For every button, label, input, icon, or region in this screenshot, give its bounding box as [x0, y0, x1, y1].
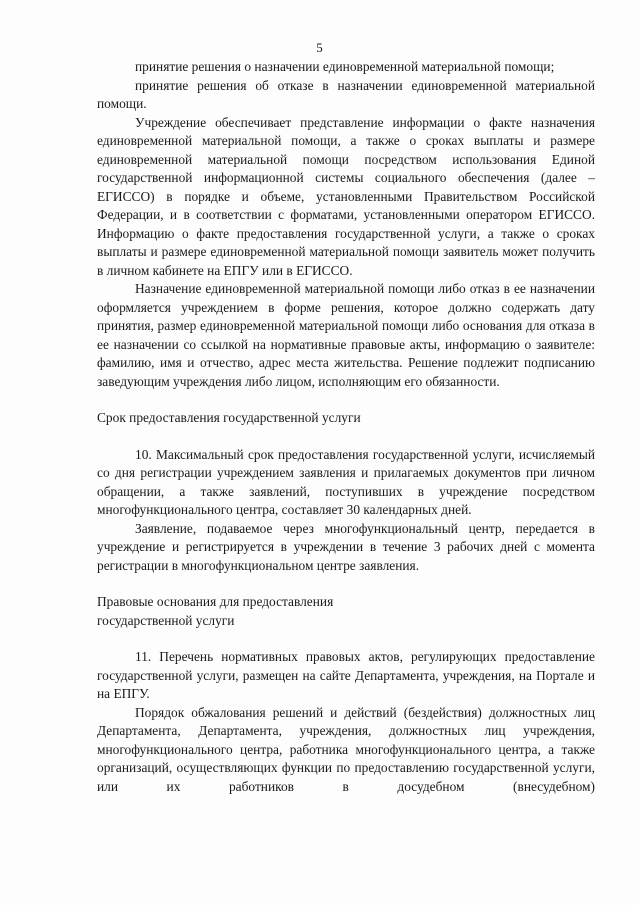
paragraph: Учреждение обеспечивает представление информации о факте назначения единовременной материальной помощи, а также о сроках выплаты и размере единовременной материальной помощи посредством использования Единой государственной информационной системы социального обеспечения (далее – ЕГИССО) в порядке и объеме, установленными Правительством Российской Федерации, и в соответствии с форматами, установленными оператором ЕГИССО. Информацию о факте предоставления государственной услуги, а также о сроках выплаты и размере единовременной материальной помощи заявитель может получить в личном кабинете на ЕПГУ или в ЕГИССО.	[97, 114, 595, 278]
page-number: 5	[316, 40, 323, 55]
paragraph: 11. Перечень нормативных правовых актов, регулирующих предоставление государственной услуги, размещен на сайте Департамента, учреждения, на Портале и на ЕПГУ.	[97, 649, 595, 701]
document-body	[97, 58, 595, 796]
paragraph: Заявление, подаваемое через многофункциональный центр, передается в учреждение и регистрируется в учреждении в течение 3 рабочих дней с момента регистрации в многофункциональном центре заявления.	[97, 520, 595, 573]
paragraph: 10. Максимальный срок предоставления государственной услуги, исчисляемый со дня регистрации учреждением заявления и прилагаемых документов при личном обращении, а также заявлений, поступивших в учреждение посредством многофункционального центра, составляет 30 календарных дней.	[97, 446, 595, 517]
section-heading-legal-line2: государственной услуги	[97, 612, 235, 628]
paragraph: Назначение единовременной материальной помощи либо отказ в ее назначении оформляется учреждением в форме решения, которое должно содержать дату принятия, размер единовременной материальной помощи либо основания для отказа в ее назначении со ссылкой на нормативные правовые акты, информацию о заявителе: фамилию, имя и отчество, адрес места жительства. Решение подлежит подписанию заведующим учреждения либо лицом, исполняющим его обязанности.	[97, 281, 595, 389]
section-heading-legal-line1: Правовые основания для предоставления	[97, 594, 334, 609]
paragraph: Порядок обжалования решений и действий (бездействия) должностных лиц Департамента, Департамента, учреждения, должностных лиц учреждения, многофункционального центра, работника многофункционального центра, а также организаций, осуществляющих функции по предоставлению государственной услуги, или их работников в досудебном (внесудебном)	[97, 704, 595, 794]
section-heading-term: Срок предоставления государственной услуги	[97, 410, 361, 425]
paragraph: принятие решения о назначении единовременной материальной помощи;	[135, 59, 555, 74]
paragraph: принятие решения об отказе в назначении единовременной материальной помощи.	[97, 77, 595, 111]
